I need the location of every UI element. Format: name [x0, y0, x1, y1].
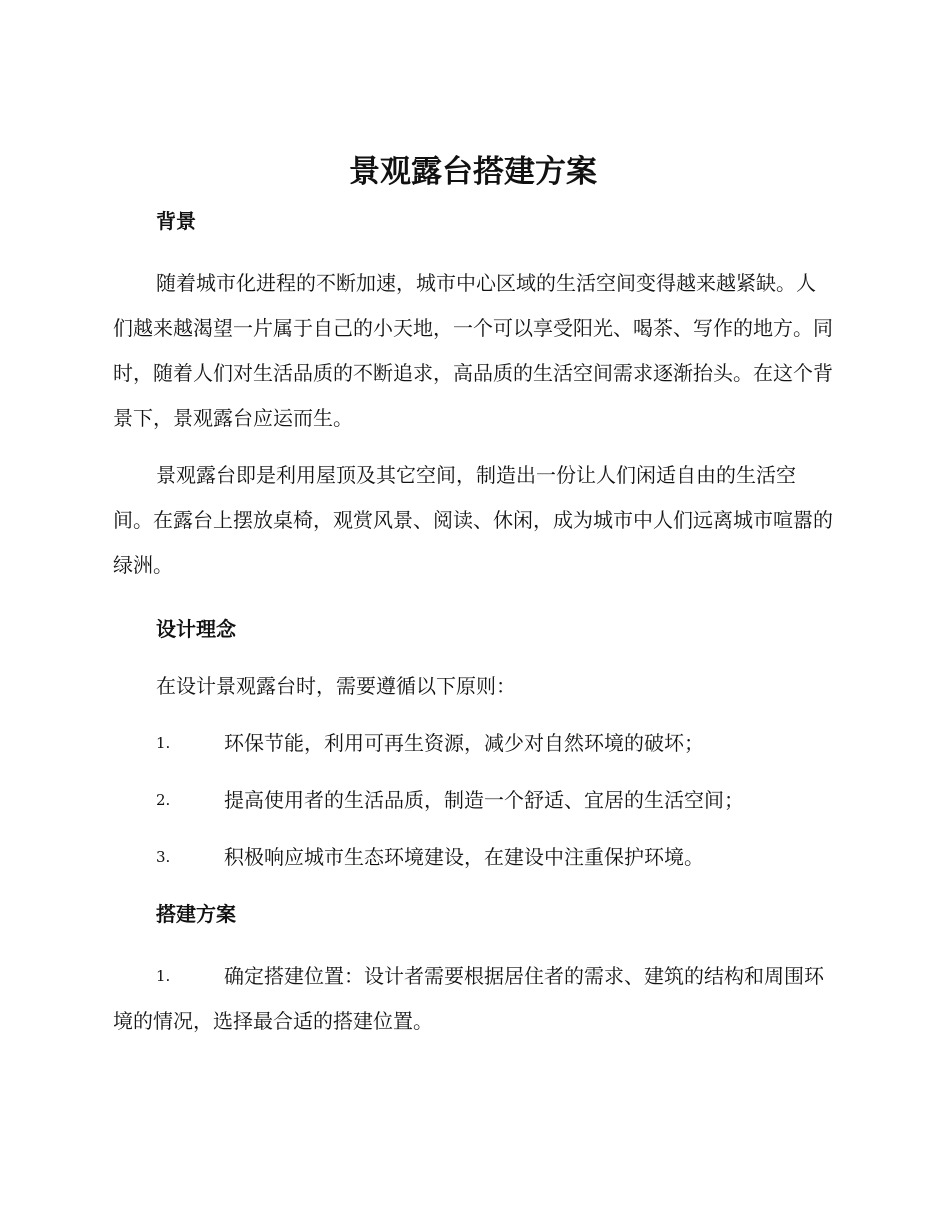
list-item-text: 提高使用者的生活品质，制造一个舒适、宜居的生活空间； [224, 788, 744, 812]
design-principle-item [113, 842, 833, 872]
list-number: 3. [156, 848, 171, 866]
plan-item [113, 954, 833, 1044]
background-paragraph-2: 景观露台即是利用屋顶及其它空间，制造出一份让人们闲适自由的生活空间。在露台上摆放桌椅，观赏风景、阅读、休闲，成为城市中人们远离城市喧嚣的绿洲。 [113, 463, 833, 577]
background-paragraph-1: 随着城市化进程的不断加速，城市中心区域的生活空间变得越来越紧缺。人们越来越渴望一片属于自己的小天地，一个可以享受阳光、喝茶、写作的地方。同时，随着人们对生活品质的不断追求，高品质的生活空间需求逐渐抬头。在这个背景下，景观露台应运而生。 [113, 271, 833, 430]
list-item-text: 积极响应城市生态环境建设，在建设中注重保护环境。 [224, 845, 704, 869]
list-number: 2. [156, 791, 171, 809]
design-principle-item [113, 728, 833, 758]
section-heading-design: 设计理念 [156, 617, 236, 641]
plan-item-text: 确定搭建位置：设计者需要根据居住者的需求、建筑的结构和周围环境的情况，选择最合适的搭建位置。 [113, 964, 824, 1033]
section-heading-background: 背景 [156, 209, 196, 233]
design-intro: 在设计景观露台时，需要遵循以下原则： [156, 674, 516, 698]
document-title: 景观露台搭建方案 [349, 154, 597, 190]
list-number: 1. [156, 734, 171, 752]
section-heading-plan: 搭建方案 [156, 902, 236, 926]
list-number: 1. [156, 967, 171, 985]
list-item-text: 环保节能，利用可再生资源，减少对自然环境的破坏； [224, 731, 704, 755]
document-content [113, 150, 833, 1044]
design-principle-item [113, 785, 833, 815]
